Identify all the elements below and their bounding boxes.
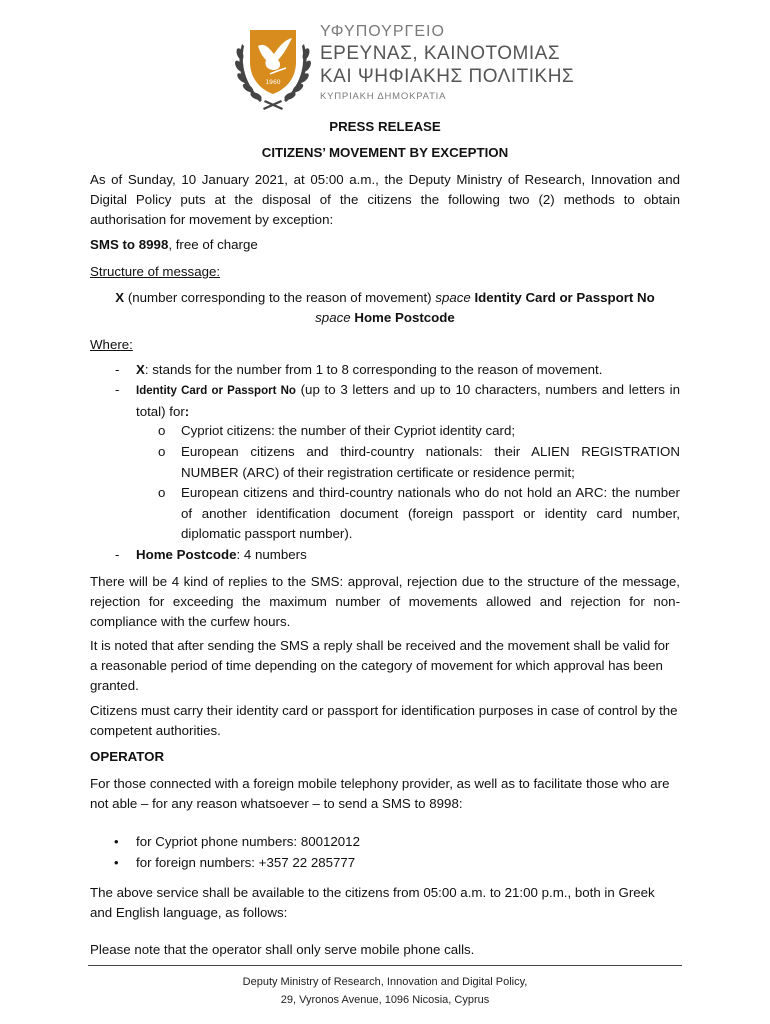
structure-label xyxy=(90,262,680,282)
phone-item-text: for Cypriot phone numbers: 80012012 xyxy=(136,834,360,849)
phone-item-text: for foreign numbers: +357 22 285777 xyxy=(136,855,356,870)
circle-marker: o xyxy=(158,485,166,500)
where-id-colon: : xyxy=(184,403,190,419)
cyprus-emblem-icon xyxy=(234,24,312,110)
noted-paragraph: It is noted that after sending the SMS a reply shall be received and the movement shall be valid for a reasonable period of time depending on the category of movement for which approval has been granted. xyxy=(90,638,670,693)
where-x-text: : stands for the number from 1 to 8 corresponding to the reason of movement. xyxy=(144,362,603,377)
footer-address-line-2: 29, Vyronos Avenue, 1096 Nicosia, Cyprus xyxy=(280,994,490,1006)
sub-item-text: European citizens and third-country nationals: their ALIEN REGISTRATION NUMBER (ARC) of their registration certificate or residence permit; xyxy=(181,444,680,480)
structure-space-2: space xyxy=(315,310,351,325)
operator-heading: OPERATOR xyxy=(90,749,165,764)
ministry-line-3: ΚΑΙ ΨΗΦΙΑΚΗΣ ΠΟΛΙΤΙΚΗΣ xyxy=(320,66,575,87)
ministry-name xyxy=(320,22,574,104)
operator-paragraph: For those connected with a foreign mobile telephony provider, as well as to facilitate those who are not able – for any reason whatsoever – to send a SMS to 8998: xyxy=(90,776,670,811)
dash-marker: - xyxy=(115,382,120,397)
where-id-bold: Identity Card or Passport No xyxy=(136,385,296,397)
where-id-text: (up to 3 letters and up to 10 characters, numbers and letters in total) for xyxy=(136,382,680,419)
ministry-header xyxy=(234,22,674,112)
ministry-line-2: ΕΡΕΥΝΑΣ, ΚΑΙΝΟΤΟΜΙΑΣ xyxy=(320,43,561,64)
availability-paragraph: The above service shall be available to the citizens from 05:00 a.m. to 21:00 p.m., both in Greek and English language, as follows: xyxy=(90,885,655,920)
structure-id-label: Identity Card or Passport No xyxy=(470,290,655,305)
where-label xyxy=(90,335,680,355)
emblem-year: 1960 xyxy=(265,79,281,86)
circle-marker: o xyxy=(158,423,166,438)
replies-paragraph: There will be 4 kind of replies to the SMS: approval, rejection due to the structure of the message, rejection for exceeding the maximum number of movements allowed and rejection for non-compliance with the curfew hours. xyxy=(90,574,680,629)
where-x-bold: X xyxy=(136,362,145,377)
where-postcode-bold: Home Postcode xyxy=(136,547,237,562)
dash-marker: - xyxy=(115,547,120,562)
structure-space-1: space xyxy=(435,290,471,305)
sms-number: SMS to 8998 xyxy=(90,237,169,252)
sms-line xyxy=(90,235,680,255)
dash-marker: - xyxy=(115,362,120,377)
circle-marker: o xyxy=(158,444,166,459)
carry-paragraph: Citizens must carry their identity card or passport for identification purposes in case of control by the competent authorities. xyxy=(90,703,678,738)
bullet-marker: • xyxy=(114,855,119,870)
bullet-marker: • xyxy=(114,834,119,849)
structure-x-desc: (number corresponding to the reason of movement) xyxy=(124,290,436,305)
footer-divider xyxy=(88,965,682,966)
sub-item-text: European citizens and third-country nationals who do not hold an ARC: the number of another identification document (foreign passport or identity card number, diplomatic passport number). xyxy=(181,485,680,541)
ministry-line-1: ΥΦΥΠΟΥΡΓΕΙΟ xyxy=(320,23,445,40)
structure-format xyxy=(90,288,680,328)
footer-address-line-1: Deputy Ministry of Research, Innovation and Digital Policy, xyxy=(242,976,528,988)
sub-item-text: Cypriot citizens: the number of their Cypriot identity card; xyxy=(181,423,516,438)
ministry-line-4: ΚΥΠΡΙΑΚΗ ΔΗΜΟΚΡΑΤΙΑ xyxy=(320,91,447,102)
page-title: PRESS RELEASE xyxy=(329,119,441,134)
sms-free-text: , free of charge xyxy=(168,237,258,252)
note-paragraph: Please note that the operator shall only serve mobile phone calls. xyxy=(90,942,475,957)
where-label-text: Where: xyxy=(90,337,133,352)
page-subtitle: CITIZENS’ MOVEMENT BY EXCEPTION xyxy=(261,145,509,160)
intro-paragraph: As of Sunday, 10 January 2021, at 05:00 a.m., the Deputy Ministry of Research, Innovation and Digital Policy puts at the disposal of the citizens the following two (2) methods to obtain authorisation for movement by exception: xyxy=(90,172,680,227)
where-postcode-text: : 4 numbers xyxy=(236,547,307,562)
structure-label-text: Structure of message: xyxy=(90,264,221,279)
structure-x: X xyxy=(115,290,125,305)
structure-postcode-label: Home Postcode xyxy=(350,310,455,325)
